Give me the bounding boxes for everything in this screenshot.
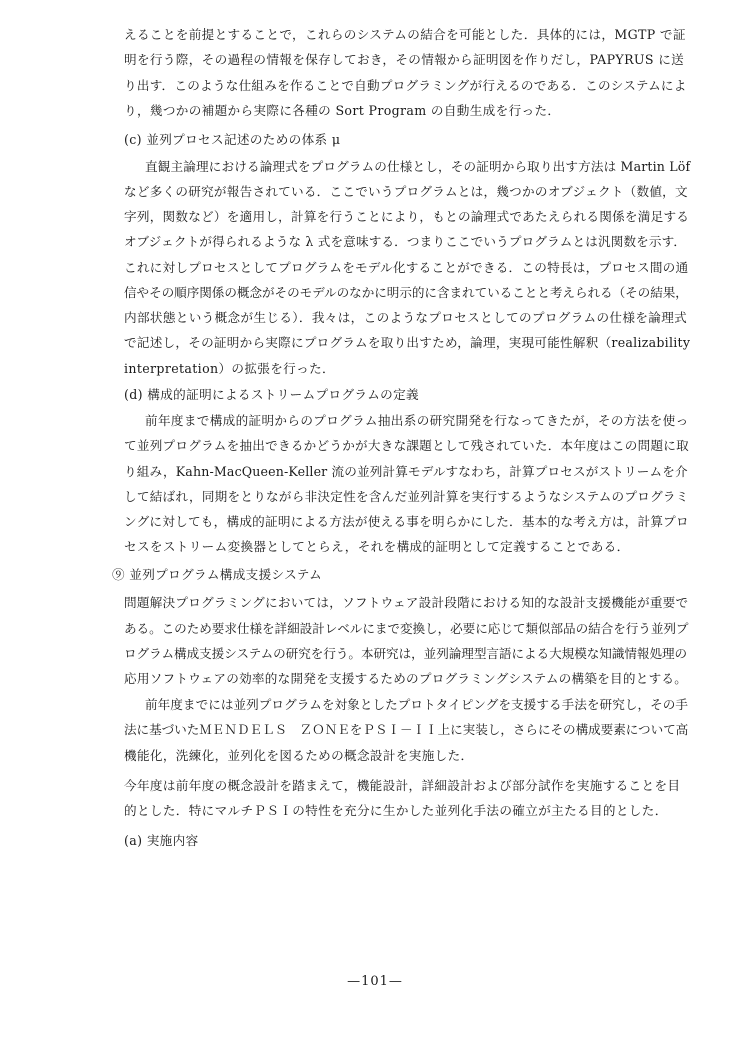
paragraph-line: 応用ソフトウェアの効率的な開発を支援するためのプログラミングシステムの構築を目的とする。: [124, 671, 688, 686]
paragraph-line: オブジェクトが得られるような λ 式を意味する．つまりここでいうプログラムとは汎関数を示す．: [124, 234, 687, 249]
paragraph-line: 問題解決プログラミングにおいては，ソフトウェア設計段階における知的な設計支援機能が重要で: [124, 595, 689, 610]
paragraph-line: り出す．このような仕組みを作ることで自動プログラミングが行えるのである．このシステムによ: [124, 78, 687, 93]
paragraph-line: で記述し，その証明から実際にプログラムを取り出すため，論理，実現可能性解釈（realizability: [124, 335, 691, 350]
paragraph-line: り組み，Kahn-MacQueen-Keller 流の並列計算モデルすなわち，計算プロセスがストリームを介: [124, 464, 688, 479]
paragraph-line: 的とした．特にマルチＰＳＩの特性を充分に生かした並列化手法の確立が主たる目的とした．: [124, 803, 668, 818]
paragraph-line: 法に基づいたＭＥＮＤＥＬＳ ＺＯＮＥをＰＳＩ－ＩＩ上に実装し，さらにその構成要素について高: [124, 722, 689, 737]
paragraph-line: て並列プログラムを抽出できるかどうかが大きな課題として残されていた．本年度はこの問題に取: [124, 438, 689, 453]
paragraph-line: 機能化，洗練化，並列化を図るための概念設計を実施した．: [124, 748, 474, 763]
section-heading-c: (c) 並列プロセス記述のための体系 μ: [124, 132, 341, 147]
paragraph-line: ングに対しても，構成的証明による方法が使える事を明らかにした．基本的な考え方は，計算プロ: [124, 514, 689, 529]
paragraph-line: 字列，関数など）を適用し，計算を行うことにより，もとの論理式であたえられる関係を満足する: [124, 209, 690, 224]
section-heading-d: (d) 構成的証明によるストリームプログラムの定義: [124, 387, 419, 402]
paragraph-line: えることを前提とすることで，これらのシステムの結合を可能とした．具体的には，MGTP で証: [124, 27, 686, 42]
paragraph-line: 今年度は前年度の概念設計を踏まえて，機能設計，詳細設計および部分試作を実施することを目: [124, 778, 681, 793]
paragraph-line: ある。このため要求仕様を詳細設計レベルにまで変換し，必要に応じて類似部品の結合を行う並列プ: [124, 621, 689, 636]
paragraph-line: り，幾つかの補題から実際に各種の Sort Program の自動生成を行った．: [124, 103, 561, 118]
section-heading-9: ⑨ 並列プログラム構成支援システム: [112, 567, 323, 582]
page-number: —101—: [347, 974, 403, 989]
paragraph-line: など多くの研究が報告されている．ここでいうプログラムとは，幾つかのオブジェクト（数値，文: [124, 184, 688, 199]
paragraph-line: して結ばれ，同期をとりながら非決定性を含んだ並列計算を実行するようなシステムのプログラミ: [124, 489, 689, 504]
paragraph-line: ログラム構成支援システムの研究を行う。本研究は，並列論理型言語による大規模な知識情報処理の: [124, 646, 688, 661]
paragraph-line: 前年度までには並列プログラムを対象としたプロトタイピングを支援する手法を研究し，その手: [145, 697, 689, 712]
paragraph-line: 信やその順序関係の概念がそのモデルのなかに明示的に含まれていることと考えられる（その結果，: [124, 285, 688, 300]
paragraph-line: interpretation）の拡張を行った．: [124, 361, 335, 376]
paragraph-line: 直観主論理における論理式をプログラムの仕様とし，その証明から取り出す方法は Martin Löf: [145, 159, 691, 174]
paragraph-line: 前年度まで構成的証明からのプログラム抽出系の研究開発を行なってきたが，その方法を使っ: [145, 413, 689, 428]
sub-heading-a: (a) 実施内容: [124, 833, 199, 848]
paragraph-line: 内部状態という概念が生じる）．我々は，このようなプロセスとしてのプログラムの仕様を論理式: [124, 310, 688, 325]
paragraph-line: 明を行う際，その過程の情報を保存しておき，その情報から証明図を作りだし，PAPYRUS に送: [124, 52, 685, 67]
paragraph-line: セスをストリーム変換器としてとらえ，それを構成的証明として定義することである．: [124, 539, 630, 554]
paragraph-line: これに対しプロセスとしてプログラムをモデル化することができる．この特長は，プロセス間の通: [124, 260, 689, 275]
